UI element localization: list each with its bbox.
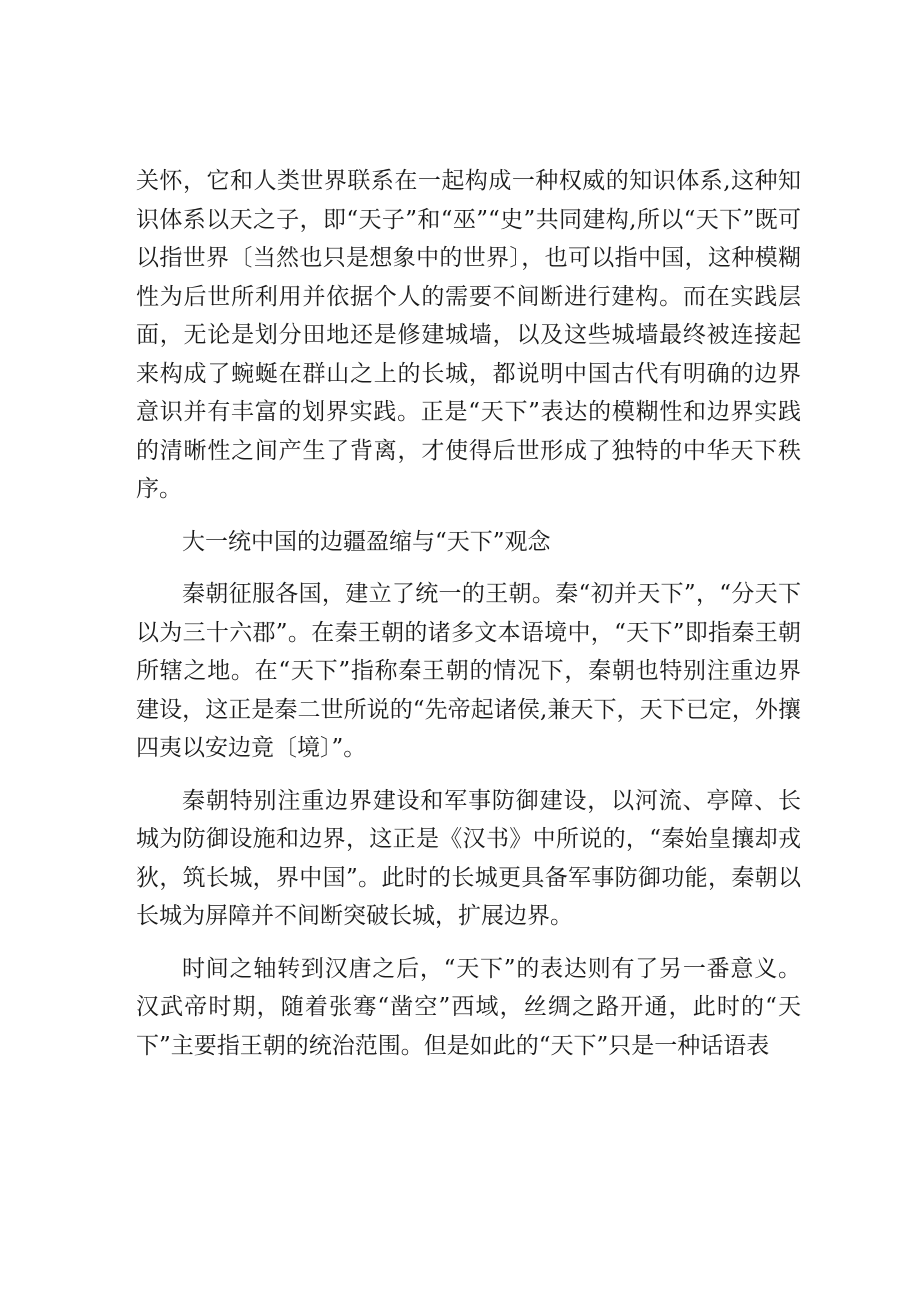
paragraph-qin-defense: 秦朝特别注重边界建设和军事防御建设，以河流、亭障、长城为防御设施和边界，这正是《汉书》中所说的，“秦始皇攘却戎狄，筑长城，界中国”。此时的长城更具备军事防御功能，秦朝以长城为屏障并不间断突破长城，扩展边界。: [136, 787, 801, 929]
paragraph-han-tang: 时间之轴转到汉唐之后，“天下”的表达则有了另一番意义。汉武帝时期，随着张骞“凿空”西域，丝绸之路开通，此时的“天下”主要指王朝的统治范围。但是如此的“天下”只是一种话语表: [136, 955, 801, 1059]
section-heading: 大一统中国的边疆盈缩与“天下”观念: [182, 528, 551, 555]
paragraph-continued: 关怀，它和人类世界联系在一起构成一种权威的知识体系,这种知识体系以天之子，即“天子”和“巫”“史”共同建构,所以“天下”既可以指世界〔当然也只是想象中的世界〕，也可以指中国，这种模糊性为后世所利用并依据个人的需要不间断进行建构。而在实践层面，无论是划分田地还是修建城墙，以及这些城墙最终被连接起来构成了蜿蜒在群山之上的长城，都说明中国古代有明确的边界意识并有丰富的划界实践。正是“天下”表达的模糊性和边界实践的清晰性之间产生了背离，才使得后世形成了独特的中华天下秩序。: [136, 168, 801, 502]
document-body: [136, 162, 801, 1065]
paragraph-qin-unification: 秦朝征服各国，建立了统一的王朝。秦“初并天下”，“分天下以为三十六郡”。在秦王朝的诸多文本语境中，“天下”即指秦王朝所辖之地。在“天下”指称秦王朝的情况下，秦朝也特别注重边界建设，这正是秦二世所说的“先帝起诸侯,兼天下，天下已定，外攘四夷以安边竟〔境〕”。: [136, 581, 801, 761]
